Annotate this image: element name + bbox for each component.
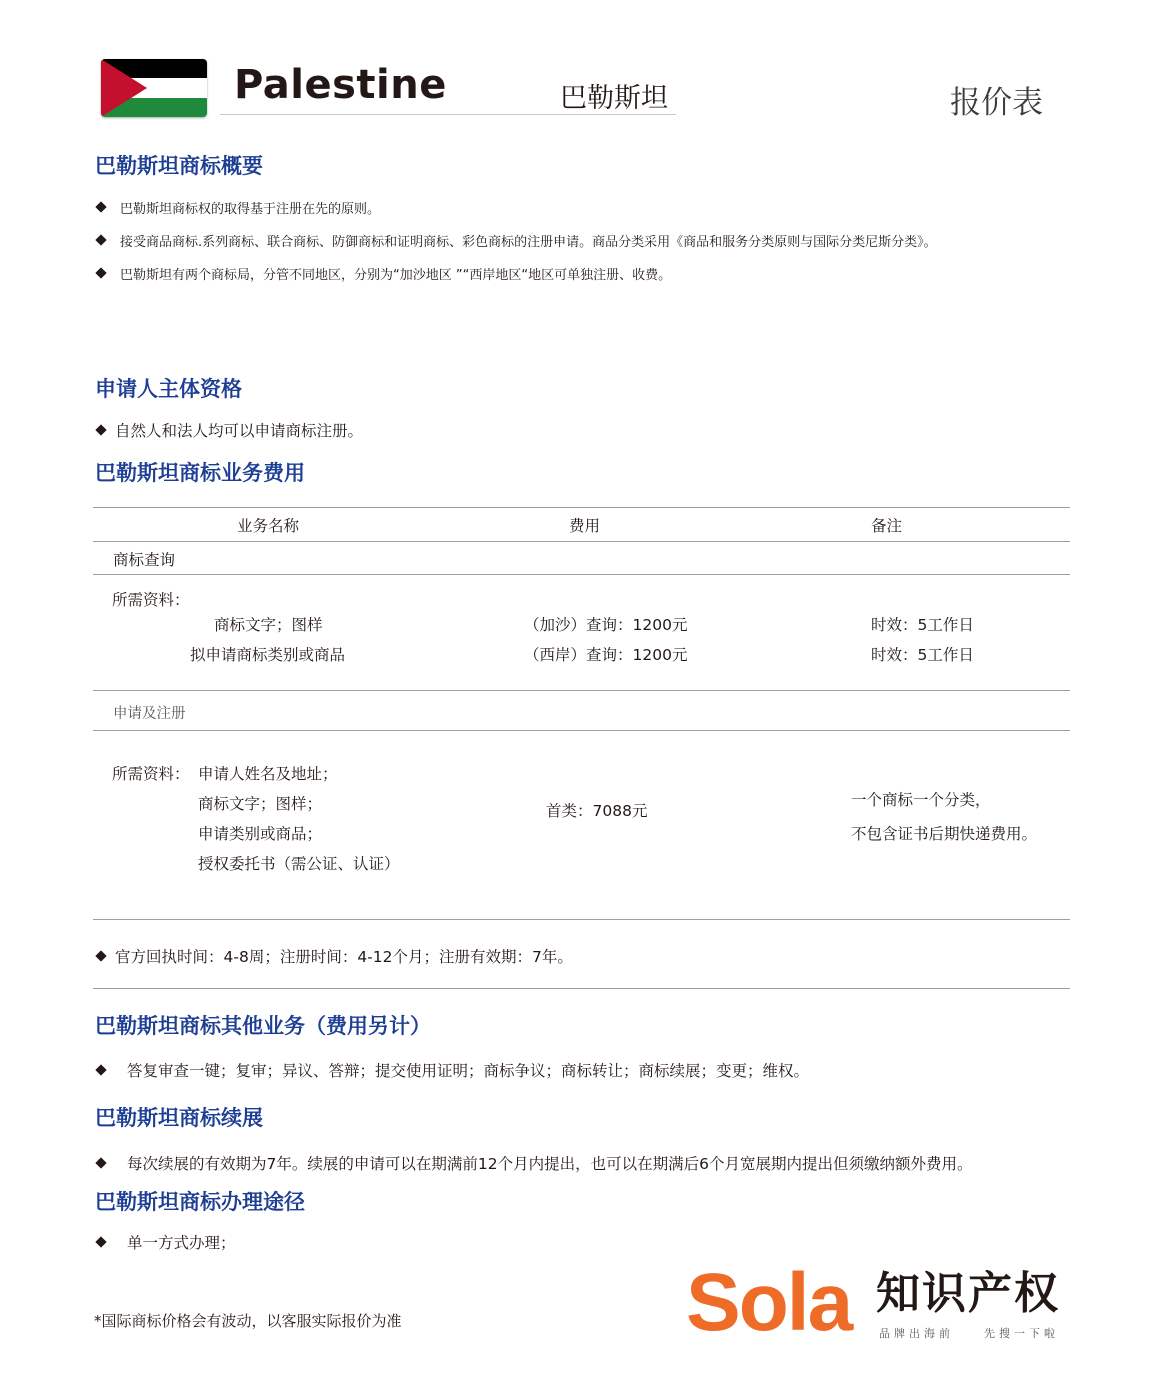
country-name-cn: 巴勒斯坦 [560,83,668,114]
bullet-icon [95,1064,106,1075]
title-underline [220,114,676,115]
table-rule [93,507,1070,508]
bullet-icon [95,950,106,961]
table-rule [93,541,1070,542]
bullet-icon [95,234,106,245]
bullet-icon [95,424,106,435]
section-rule [93,988,1070,989]
search-note: 时效：5工作日 [871,646,974,664]
section-label-search: 商标查询 [113,551,176,569]
eligibility-item: 自然人和法人均可以申请商标注册。 [95,419,363,441]
registration-material: 申请类别或商品； [198,825,323,843]
registration-fee: 首类：7088元 [546,802,648,820]
section-label-registration: 申请及注册 [113,706,186,722]
sola-logo: Sola [686,1257,852,1348]
bullet-icon [95,1236,106,1247]
bullet-icon [95,267,106,278]
column-header-service: 业务名称 [237,517,300,535]
table-rule [93,919,1070,920]
overview-heading: 巴勒斯坦商标概要 [95,154,263,178]
column-header-fee: 费用 [569,517,601,535]
search-material: 商标文字；图样 [214,616,323,634]
overview-item: 接受商品商标.系列商标、联合商标、防御商标和证明商标、彩色商标的注册申请。商品分类采用《商品和服务分类原则与国际分类尼斯分类》。 [95,231,937,250]
bullet-icon [95,1157,106,1168]
materials-label: 所需资料： [112,591,190,609]
slogan-left: 品牌出海前 [879,1327,954,1340]
column-header-note: 备注 [871,517,903,535]
brand-name-cn: 知识产权 [876,1268,1060,1319]
overview-item: 巴勒斯坦有两个商标局，分管不同地区，分别为“加沙地区 ”“西岸地区“地区可单独注册、收费。 [95,264,671,283]
eligibility-heading: 申请人主体资格 [95,377,242,401]
search-material: 拟申请商标类别或商品 [190,646,346,664]
slogan-right: 先搜一下啦 [984,1327,1059,1340]
table-rule [93,730,1070,731]
registration-material: 申请人姓名及地址； [198,765,338,783]
renewal-heading: 巴勒斯坦商标续展 [95,1106,263,1130]
timeline-item: 官方回执时间：4-8周；注册时间：4-12个月；注册有效期：7年。 [95,945,573,967]
price-disclaimer: *国际商标价格会有波动，以客服实际报价为准 [94,1312,402,1330]
overview-item: 巴勒斯坦商标权的取得基于注册在先的原则。 [95,198,380,217]
country-name-en: Palestine [234,62,447,108]
bullet-icon [95,201,106,212]
other-services-item: 答复审查一键；复审；异议、答辩；提交使用证明；商标争议；商标转让；商标续展；变更；维权。 [95,1059,809,1081]
document-type: 报价表 [950,85,1043,121]
search-note: 时效：5工作日 [871,616,974,634]
materials-label: 所需资料： [112,765,190,783]
registration-material: 授权委托书（需公证、认证） [198,855,400,873]
palestine-flag [101,59,207,117]
table-rule [93,574,1070,575]
registration-material: 商标文字；图样； [198,795,323,813]
registration-note: 一个商标一个分类， [851,791,991,809]
channels-heading: 巴勒斯坦商标办理途径 [95,1190,305,1214]
search-fee-gaza: （加沙）查询：1200元 [524,616,688,634]
channels-item: 单一方式办理； [95,1231,236,1253]
registration-note: 不包含证书后期快递费用。 [851,825,1038,843]
renewal-item: 每次续展的有效期为7年。续展的申请可以在期满前12个月内提出，也可以在期满后6个月宽展期内提出但须缴纳额外费用。 [95,1152,972,1174]
fees-heading: 巴勒斯坦商标业务费用 [95,461,305,485]
other-services-heading: 巴勒斯坦商标其他业务（费用另计） [95,1014,431,1038]
search-fee-westbank: （西岸）查询：1200元 [524,646,688,664]
table-rule [93,690,1070,691]
